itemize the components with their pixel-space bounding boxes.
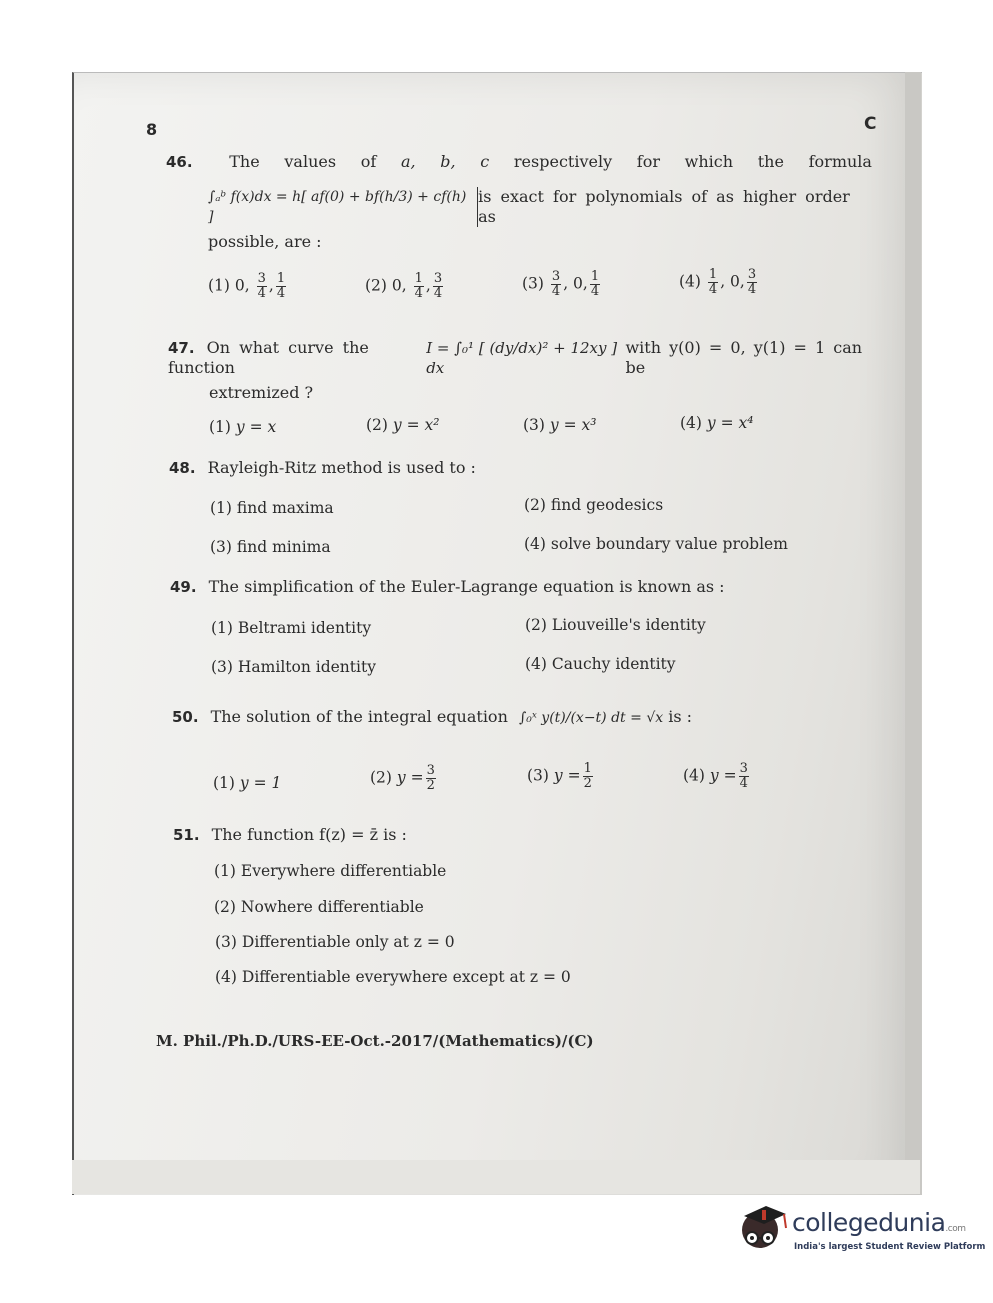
logo-wordmark (792, 1208, 965, 1237)
option-text: y = (709, 766, 737, 785)
option-label: (3) (522, 274, 544, 293)
formula-tail: is exact for polynomials of as higher order as (478, 187, 850, 226)
option-label: (2) (365, 276, 387, 295)
fraction: $\frac{1}{2}$ (583, 761, 592, 791)
paper-code-footer: M. Phil./Ph.D./URS-EE-Oct.-2017/(Mathematics)/(C) (156, 1032, 594, 1050)
q46-option-1 (208, 272, 288, 301)
option-label: (1) (213, 774, 235, 792)
word: respectively (513, 152, 613, 171)
word: b, (440, 152, 456, 171)
q47-option-3 (523, 416, 596, 434)
fraction: $\frac{3}{4}$ (257, 271, 266, 301)
option-text: y = (396, 768, 424, 787)
option-lead: 0, (391, 276, 407, 295)
option-label: (4) (679, 272, 701, 291)
option-label: (1) (214, 862, 236, 880)
collegedunia-logo[interactable] (736, 1198, 986, 1268)
separator: , 0, (563, 274, 588, 293)
question-tail: is : (668, 707, 693, 726)
q46-option-2 (365, 272, 445, 301)
fraction: $\frac{1}{4}$ (414, 271, 423, 301)
option-text: find minima (236, 538, 331, 556)
option-label: (2) (366, 416, 388, 434)
fraction: $\frac{3}{4}$ (739, 761, 748, 791)
mascot-icon (736, 1198, 792, 1258)
question-text: The simplification of the Euler-Lagrange equation is known as : (208, 577, 725, 596)
word: The (229, 152, 260, 171)
word: of (360, 152, 377, 171)
q51-option-2 (214, 898, 424, 916)
option-label: (2) (524, 496, 546, 514)
question-set: C (864, 114, 877, 134)
option-text: Cauchy identity (551, 655, 676, 673)
option-text: Differentiable only at z = 0 (241, 933, 455, 951)
question-46-line1 (166, 152, 872, 172)
q50-option-2 (370, 764, 438, 793)
fraction: $\frac{3}{2}$ (426, 763, 435, 793)
option-label: (2) (370, 768, 392, 787)
q48-option-4 (524, 535, 788, 553)
separator: , (268, 276, 274, 295)
option-text: find geodesics (550, 496, 664, 514)
fraction: $\frac{1}{4}$ (590, 269, 600, 299)
q48-option-1 (210, 499, 334, 517)
option-text: Everywhere differentiable (240, 862, 447, 880)
functional-integral: I = ∫₀¹ [ (dy/dx)² + 12xy ] dx (426, 339, 618, 377)
option-label: (4) (525, 655, 547, 673)
option-text: y = x⁴ (706, 414, 754, 432)
separator: , 0, (720, 272, 745, 291)
option-text: y = x² (392, 416, 440, 434)
option-label: (3) (215, 933, 237, 951)
word: which (684, 152, 734, 171)
question-number: 49. (170, 578, 197, 596)
word: a, (400, 152, 416, 171)
q49-option-4 (525, 655, 676, 673)
word: values (284, 152, 337, 171)
option-label: (4) (680, 414, 702, 432)
option-text: solve boundary value problem (550, 535, 788, 553)
option-lead: 0, (234, 276, 250, 295)
q49-option-2 (525, 616, 706, 634)
q50-option-3 (527, 762, 595, 791)
word: the (757, 152, 784, 171)
option-label: (4) (524, 535, 546, 553)
word: formula (808, 152, 872, 171)
page-bottom-band (72, 1160, 920, 1194)
q51-option-1 (214, 862, 446, 880)
option-text: find maxima (236, 499, 334, 517)
word: c (480, 152, 490, 171)
question-number: 50. (172, 708, 199, 726)
logo-name: collegedunia (792, 1208, 946, 1237)
question-number: 46. (166, 153, 193, 171)
option-text: Nowhere differentiable (240, 898, 424, 916)
fraction: $\frac{3}{4}$ (433, 271, 443, 301)
option-label: (3) (527, 766, 549, 785)
integral-equation: ∫₀ˣ y(t)/(x−t) dt = √x (518, 710, 664, 726)
question-text: The solution of the integral equation (210, 707, 508, 726)
question-number: 48. (169, 459, 196, 477)
q48-option-3 (210, 538, 331, 556)
q48-option-2 (524, 496, 663, 514)
fraction: $\frac{3}{4}$ (747, 267, 757, 297)
question-47-line1 (168, 338, 872, 378)
logo-suffix: .com (945, 1224, 966, 1234)
quadrature-formula: ∫ₐᵇ f(x)dx = h[ af(0) + bf(h/3) + cf(h) ] (208, 187, 478, 227)
question-47-line2: extremized ? (209, 383, 314, 402)
question-46-line3: possible, are : (208, 232, 322, 251)
question-46-line2 (208, 187, 872, 227)
q47-option-2 (366, 416, 439, 434)
option-label: (3) (210, 538, 232, 556)
option-label: (2) (214, 898, 236, 916)
fraction: $\frac{1}{4}$ (276, 271, 286, 301)
question-text: Rayleigh-Ritz method is used to : (207, 458, 476, 477)
question-number: 47. (168, 339, 195, 357)
option-label: (4) (683, 766, 705, 785)
option-text: Beltrami identity (237, 619, 372, 637)
question-48 (169, 458, 476, 478)
q47-option-1 (209, 418, 276, 436)
fraction: $\frac{3}{4}$ (551, 269, 561, 299)
q51-option-4 (215, 968, 571, 986)
logo-tagline: India's largest Student Review Platform (794, 1242, 986, 1252)
option-text: Differentiable everywhere except at z = 0 (241, 968, 571, 986)
option-text: y = x³ (549, 416, 597, 434)
option-text: y = 1 (239, 774, 282, 792)
question-50 (172, 707, 692, 728)
option-text: y = (553, 766, 581, 785)
option-label: (1) (209, 418, 231, 436)
q51-option-3 (215, 933, 455, 951)
option-label: (4) (215, 968, 237, 986)
question-text: with y(0) = 0, y(1) = 1 can be (625, 338, 863, 377)
word: for (636, 152, 660, 171)
fraction: $\frac{1}{4}$ (708, 267, 718, 297)
option-label: (1) (208, 276, 230, 295)
separator: , (425, 276, 431, 295)
q49-option-3 (211, 658, 376, 676)
page-edge (905, 72, 921, 1194)
q50-option-1 (213, 774, 281, 792)
option-text: y = x (235, 418, 277, 436)
q46-option-4 (679, 268, 759, 297)
page-number: 8 (146, 120, 158, 139)
option-label: (2) (525, 616, 547, 634)
option-label: (3) (211, 658, 233, 676)
question-text: The function f(z) = z̄ is : (211, 825, 407, 844)
option-label: (3) (523, 416, 545, 434)
option-label: (1) (211, 619, 233, 637)
question-number: 51. (173, 826, 200, 844)
option-text: Hamilton identity (237, 658, 376, 676)
question-51 (173, 825, 407, 845)
option-label: (1) (210, 499, 232, 517)
q46-option-3 (522, 270, 602, 299)
q49-option-1 (211, 619, 371, 637)
q50-option-4 (683, 762, 751, 791)
scanned-page (72, 72, 922, 1195)
question-49 (170, 577, 725, 597)
q47-option-4 (680, 414, 753, 432)
question-text: On what curve the function (168, 338, 369, 377)
option-text: Liouveille's identity (551, 616, 706, 634)
